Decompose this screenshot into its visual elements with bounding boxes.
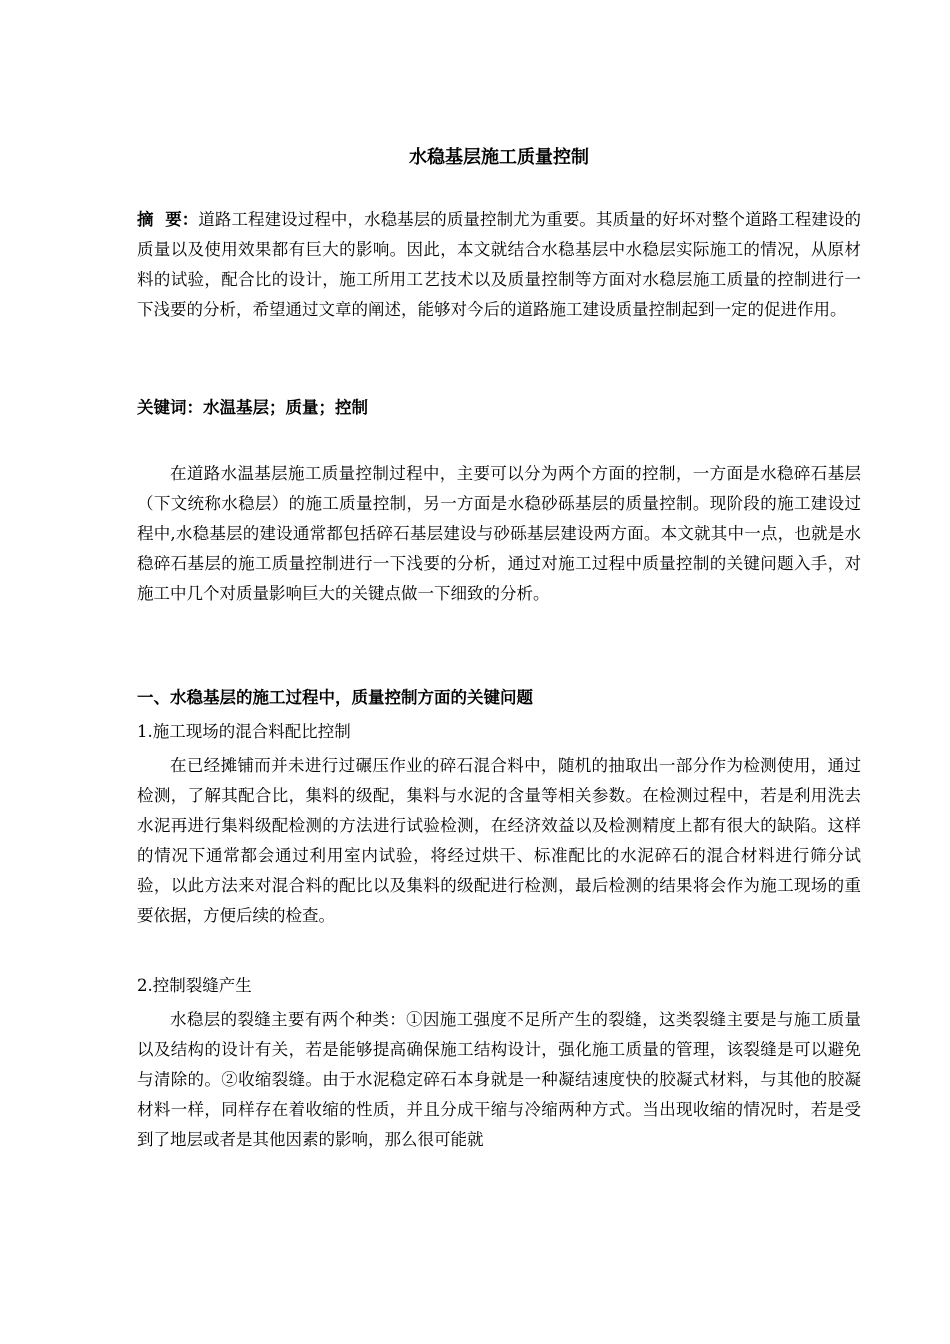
abstract-paragraph [137,205,861,325]
subsection-1-heading: 1.施工现场的混合料配比控制 [137,722,351,741]
keywords-text: 水温基层；质量；控制 [203,398,368,417]
page-title: 水稳基层施工质量控制 [409,147,589,168]
abstract-label: 摘 要： [137,210,199,229]
subsection-1-body: 在已经摊铺而并未进行过碾压作业的碎石混合料中，随机的抽取出一部分作为检测使用，通过检测，了解其配合比，集料的级配，集料与水泥的含量等相关参数。在检测过程中，若是利用洗去水泥再进行集料级配检测的方法进行试验检测，在经济效益以及检测精度上都有很大的缺陷。这样的情况下通常都会通过利用室内试验，将经过烘干、标准配比的水泥碎石的混合材料进行筛分试验，以此方法来对混合料的配比以及集料的级配进行检测，最后检测的结果将会作为施工现场的重要依据，方便后续的检查。 [137,756,861,925]
section-1-heading: 一、水稳基层的施工过程中，质量控制方面的关键问题 [137,688,533,707]
keywords-line [137,393,861,423]
keywords-label: 关键词： [137,398,203,417]
subsection-2-heading: 2.控制裂缝产生 [137,976,252,995]
abstract-text: 道路工程建设过程中，水稳基层的质量控制尤为重要。其质量的好坏对整个道路工程建设的质量以及使用效果都有巨大的影响。因此，本文就结合水稳基层中水稳层实际施工的情况，从原材料的试验，配合比的设计，施工所用工艺技术以及质量控制等方面对水稳层施工质量的控制进行一下浅要的分析，希望通过文章的阐述，能够对今后的道路施工建设质量控制起到一定的促进作用。 [137,210,862,319]
subsection-2-body: 水稳层的裂缝主要有两个种类：①因施工强度不足所产生的裂缝，这类裂缝主要是与施工质量以及结构的设计有关，若是能够提高确保施工结构设计，强化施工质量的管理，该裂缝是可以避免与清除的。②收缩裂缝。由于水泥稳定碎石本身就是一种凝结速度快的胶凝式材料，与其他的胶凝材料一样，同样存在着收缩的性质，并且分成干缩与冷缩两种方式。当出现收缩的情况时，若是受到了地层或者是其他因素的影响，那么很可能就 [137,1010,861,1149]
intro-paragraph: 在道路水温基层施工质量控制过程中，主要可以分为两个方面的控制，一方面是水稳碎石基层（下文统称水稳层）的施工质量控制，另一方面是水稳砂砾基层的质量控制。现阶段的施工建设过程中,水稳基层的建设通常都包括碎石基层建设与砂砾基层建设两方面。本文就其中一点，也就是水稳碎石基层的施工质量控制进行一下浅要的分析，通过对施工过程中质量控制的关键问题入手，对施工中几个对质量影响巨大的关键点做一下细致的分析。 [137,464,861,603]
